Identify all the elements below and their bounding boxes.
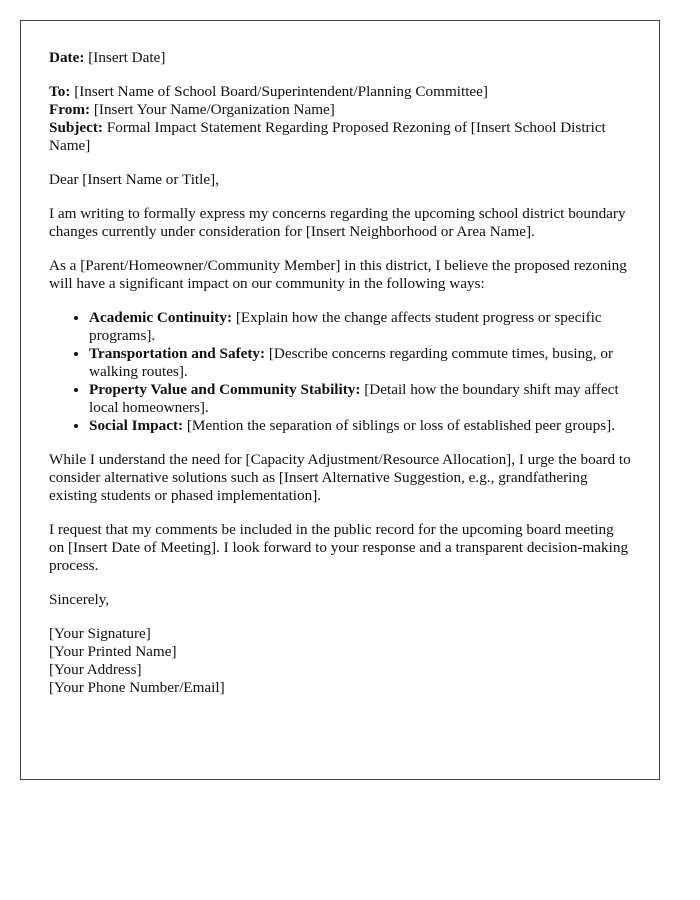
impact-lead-paragraph: As a [Parent/Homeowner/Community Member] in this district, I believe the proposed rezoning will have a significant impact on our community in the following ways: bbox=[49, 257, 627, 292]
impact-item-academic bbox=[89, 309, 631, 345]
impact-title: Property Value and Community Stability: bbox=[89, 381, 361, 398]
salutation: Dear [Insert Name or Title], bbox=[49, 171, 219, 188]
impact-list bbox=[49, 309, 631, 435]
from-label: From: bbox=[49, 101, 91, 118]
subject-value: Formal Impact Statement Regarding Proposed Rezoning of [Insert School District Name] bbox=[49, 119, 606, 154]
intro-paragraph: I am writing to formally express my concerns regarding the upcoming school district boundary changes currently under consideration for [Insert Neighborhood or Area Name]. bbox=[49, 205, 626, 240]
date-value: [Insert Date] bbox=[88, 49, 166, 66]
to-label: To: bbox=[49, 83, 71, 100]
signature-block bbox=[49, 625, 631, 697]
impact-text: [Mention the separation of siblings or loss of established peer groups]. bbox=[186, 417, 615, 434]
impact-title: Social Impact: bbox=[89, 417, 184, 434]
from-value: [Insert Your Name/Organization Name] bbox=[93, 101, 335, 118]
subject-line bbox=[49, 119, 631, 155]
impact-item-transportation bbox=[89, 345, 631, 381]
impact-item-property bbox=[89, 381, 631, 417]
subject-label: Subject: bbox=[49, 119, 103, 136]
impact-title: Transportation and Safety: bbox=[89, 345, 266, 362]
impact-text: [Detail how the boundary shift may affect local homeowners]. bbox=[89, 381, 619, 416]
from-line bbox=[49, 101, 631, 119]
address: [Your Address] bbox=[49, 661, 142, 678]
signature-line: [Your Signature] bbox=[49, 625, 151, 642]
to-value: [Insert Name of School Board/Superintendent/Planning Committee] bbox=[74, 83, 488, 100]
impact-title: Academic Continuity: bbox=[89, 309, 233, 326]
date-line bbox=[49, 49, 631, 67]
impact-text: [Explain how the change affects student progress or specific programs]. bbox=[89, 309, 602, 344]
to-line bbox=[49, 83, 631, 101]
request-paragraph: I request that my comments be included in the public record for the upcoming board meeting on [Insert Date of Meeting]. I look forward to your response and a transparent decision-making process. bbox=[49, 521, 629, 574]
alternatives-paragraph: While I understand the need for [Capacity Adjustment/Resource Allocation], I urge the board to consider alternative solutions such as [Insert Alternative Suggestion, e.g., grandfathering existing students or phased implementation]. bbox=[49, 451, 631, 504]
closing: Sincerely, bbox=[49, 591, 110, 608]
letter-header bbox=[49, 83, 631, 155]
contact-info: [Your Phone Number/Email] bbox=[49, 679, 225, 696]
date-label: Date: bbox=[49, 49, 85, 66]
printed-name: [Your Printed Name] bbox=[49, 643, 177, 660]
impact-item-social bbox=[89, 417, 631, 435]
letter-document bbox=[20, 20, 660, 780]
impact-text: [Describe concerns regarding commute times, busing, or walking routes]. bbox=[89, 345, 614, 380]
